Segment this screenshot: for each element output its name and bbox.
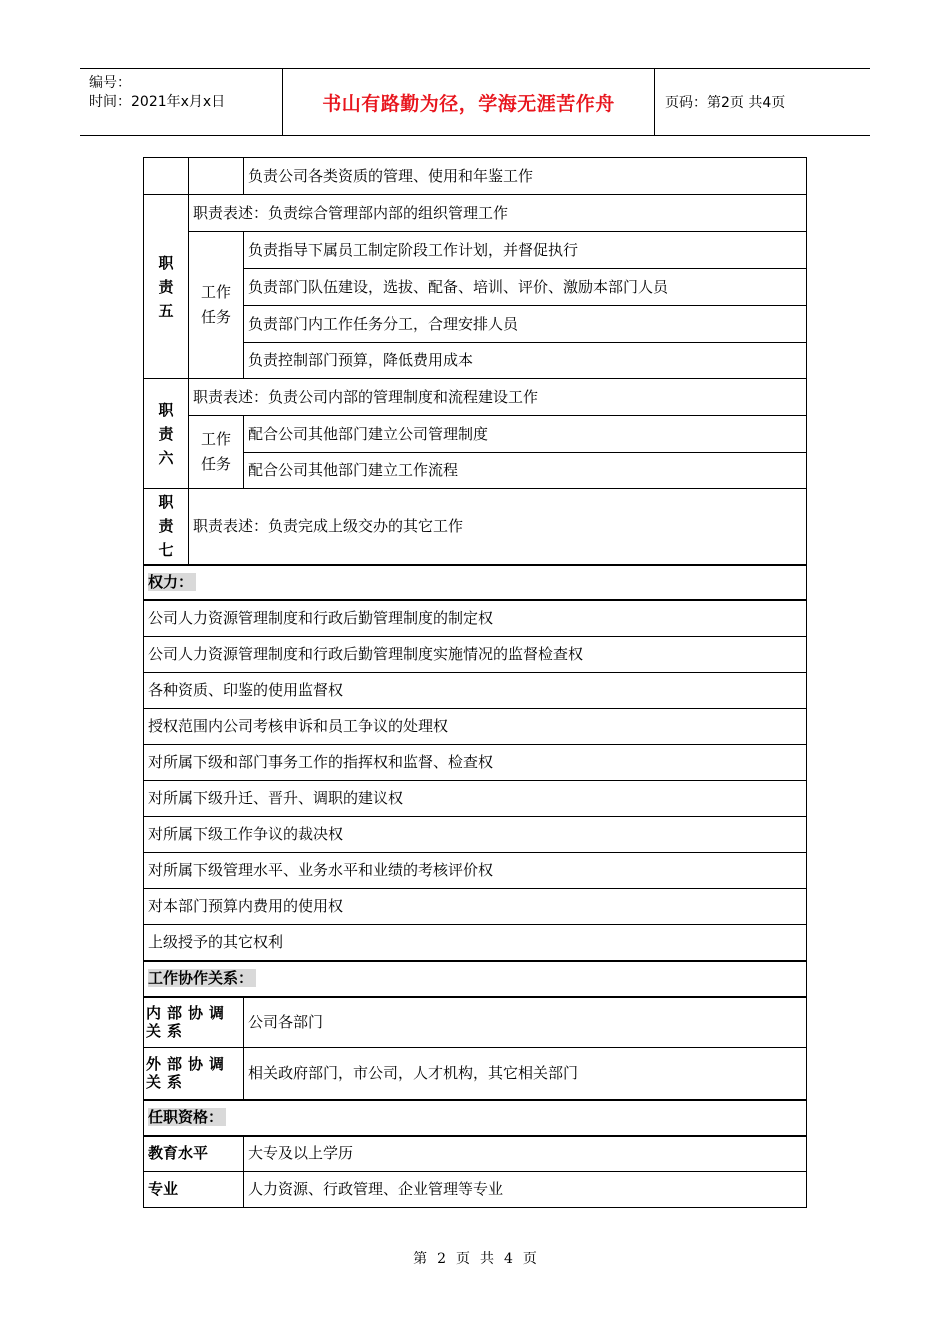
internal-relation-row [144,997,807,1048]
power-item: 各种资质、印鉴的使用监督权 [144,673,807,709]
power-item: 公司人力资源管理制度和行政后勤管理制度的制定权 [144,600,807,637]
duty5-label: 职 责 五 [144,195,189,379]
qualifications-section-header [144,1100,807,1136]
external-relation-label: 外部协调关系 [144,1048,244,1100]
power-item: 公司人力资源管理制度和行政后勤管理制度实施情况的监督检查权 [144,637,807,673]
education-label: 教育水平 [144,1136,244,1172]
qualifications-title: 任职资格： [148,1108,226,1126]
duty6-task-row [144,416,807,453]
education-row [144,1136,807,1172]
duty5-desc: 职责表述：负责综合管理部内部的组织管理工作 [189,195,807,232]
internal-relation-label: 内部协调关系 [144,997,244,1048]
header-motto: 书山有路勤为径，学海无涯苦作舟 [283,69,655,135]
time-label: 时间：2021年x月x日 [89,94,226,110]
power-item: 对所属下级工作争议的裁决权 [144,817,807,853]
power-item: 上级授予的其它权利 [144,925,807,961]
duty5-task-row [144,232,807,269]
duty5-task-row [144,306,807,343]
education-value: 大专及以上学历 [244,1136,807,1172]
duty5-task-label: 工作 任务 [189,232,244,379]
duty4-label-cell [144,158,189,195]
duty4-task-label-cell [189,158,244,195]
header-page-label: 页码：第2页 共4页 [665,95,786,111]
header-meta [80,69,283,135]
power-item: 授权范围内公司考核申诉和员工争议的处理权 [144,709,807,745]
duty4-task: 负责公司各类资质的管理、使用和年鉴工作 [244,158,807,195]
duty6-desc: 职责表述：负责公司内部的管理制度和流程建设工作 [189,379,807,416]
external-relation-row [144,1048,807,1100]
duty6-task-row [144,453,807,489]
major-row [144,1172,807,1208]
duty7-desc: 职责表述：负责完成上级交办的其它工作 [189,489,807,565]
relations-section-header [144,961,807,997]
power-item: 对所属下级管理水平、业务水平和业绩的考核评价权 [144,853,807,889]
duty6-label: 职 责 六 [144,379,189,489]
duty6-task-label: 工作 任务 [189,416,244,489]
duty5-task: 负责控制部门预算，降低费用成本 [244,343,807,379]
duty5-task: 负责部门内工作任务分工，合理安排人员 [244,306,807,343]
duty6-desc-row [144,379,807,416]
footer-page-number: 2 [437,1251,446,1267]
relations-title: 工作协作关系： [148,969,256,987]
duty7-row [144,489,807,565]
footer-total-pages: 4 [504,1251,513,1267]
powers-section-header [144,565,807,600]
duty7-label: 职 责 七 [144,489,189,565]
page-footer: 第 2 页 共 4 页 [413,1251,537,1267]
major-value: 人力资源、行政管理、企业管理等专业 [244,1172,807,1208]
external-relation-value: 相关政府部门，市公司，人才机构，其它相关部门 [244,1048,807,1100]
internal-relation-value: 公司各部门 [244,997,807,1048]
page-header [80,68,870,136]
duty6-task: 配合公司其他部门建立公司管理制度 [244,416,807,453]
duty5-task: 负责部门队伍建设，选拔、配备、培训、评价、激励本部门人员 [244,269,807,306]
duty5-task-row [144,269,807,306]
major-label: 专业 [144,1172,244,1208]
power-item: 对本部门预算内费用的使用权 [144,889,807,925]
power-item: 对所属下级升迁、晋升、调职的建议权 [144,781,807,817]
number-label: 编号： [89,75,131,91]
duty5-desc-row [144,195,807,232]
duty5-task: 负责指导下属员工制定阶段工作计划，并督促执行 [244,232,807,269]
duty5-task-row [144,343,807,379]
duty6-task: 配合公司其他部门建立工作流程 [244,453,807,489]
power-item: 对所属下级和部门事务工作的指挥权和监督、检查权 [144,745,807,781]
job-description-table [143,157,807,1208]
duty4-row [144,158,807,195]
powers-title: 权力： [148,573,196,591]
